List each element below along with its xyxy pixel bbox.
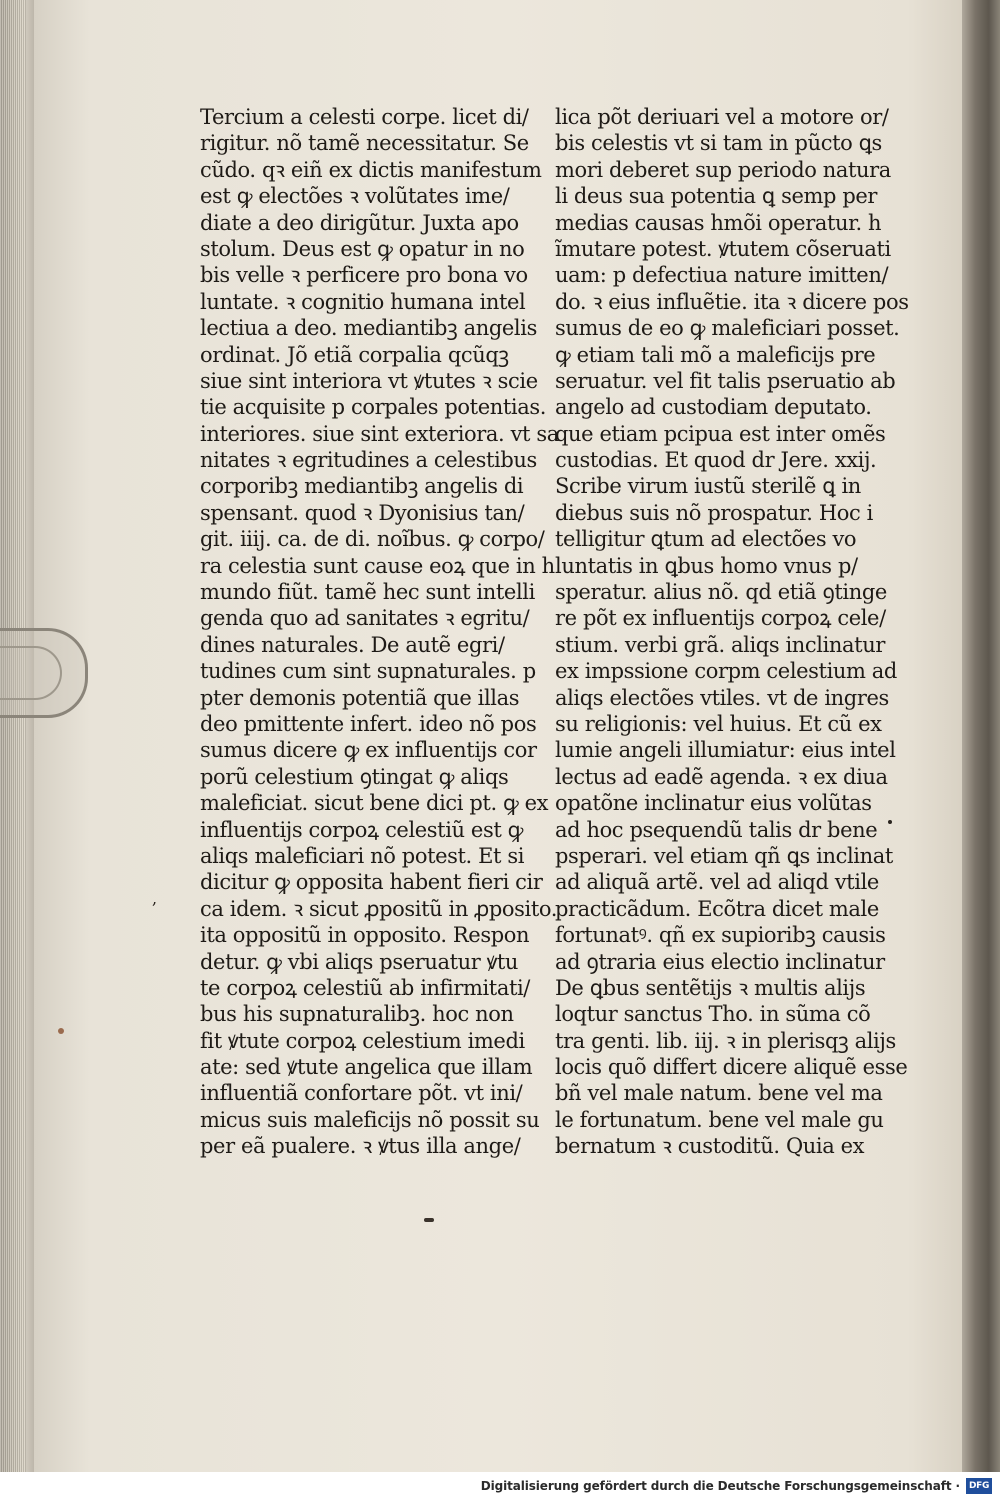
text-line: nitates ꝛ egritudines a celestibus <box>200 448 537 473</box>
text-line: dicitur ꝙ opposita habent fieri cir <box>200 870 543 895</box>
text-line: tie acquisite p corpales potentias. <box>200 395 546 420</box>
text-line: spensant. quod ꝛ Dyonisius tan/ <box>200 500 525 525</box>
text-line: detur. ꝙ vbi aliqs pseruatur ꝟtu <box>200 949 519 974</box>
text-line: Tercium a celesti corpe. licet di/ <box>200 105 529 129</box>
text-line: pter demonis potentiã que illas <box>200 685 520 710</box>
text-line: ĩmutare potest. ꝟtutem cõseruati <box>555 236 891 261</box>
footer-credit: Digitalisierung gefördert durch die Deutsche Forschungsgemeinschaft · <box>480 1479 960 1493</box>
text-line: tra genti. lib. iij. ꝛ in plerisqꝫ alijs <box>555 1028 896 1053</box>
text-line: interiores. siue sint exteriora. vt sa <box>200 421 559 446</box>
text-line: su religionis: vel huius. Et cũ ex <box>555 711 882 736</box>
text-line: rigitur. nõ tamẽ necessitatur. Se <box>200 131 529 156</box>
text-line: telligitur ꝗtum ad electões vo <box>555 527 857 552</box>
text-line: li deus sua potentia ꝗ semp per <box>555 184 878 209</box>
text-line: sumus de eo ꝙ maleficiari posset. <box>555 316 900 341</box>
text-line: siue sint interiora vt ꝟtutes ꝛ scie <box>200 368 538 393</box>
ink-mark <box>424 1218 434 1222</box>
text-line: mori deberet sup periodo natura <box>555 157 891 182</box>
text-line: opatõne inclinatur eius volũtas <box>555 791 872 816</box>
text-line: loqtur sanctus Tho. in sũma cõ <box>555 1002 871 1027</box>
dfg-logo: DFG <box>966 1478 992 1494</box>
text-line: bis velle ꝛ perficere pro bona vo <box>200 263 528 288</box>
text-line: le fortunatum. bene vel male gu <box>555 1107 884 1132</box>
text-line: mundo fiũt. tamẽ hec sunt intelli <box>200 580 535 605</box>
stain-spot <box>58 1028 64 1034</box>
text-line: lectiua a deo. mediantibꝫ angelis <box>200 316 537 341</box>
text-line: custodias. Et quod dr Jere. xxij. <box>555 448 877 473</box>
text-line: git. iiij. ca. de di. noĩbus. ꝙ corpo/ <box>200 527 545 552</box>
text-line: ra celestia sunt cause eoꝝ que in h <box>200 553 555 578</box>
text-line: practicãdum. Ecõtra dicet male <box>555 896 879 921</box>
book-right-edge <box>962 0 1000 1472</box>
text-line: luntate. ꝛ cognitio humana intel <box>200 289 526 314</box>
text-line: bis celestis vt si tam in pũcto ꝗs <box>555 131 882 156</box>
text-line: genda quo ad sanitates ꝛ egritu/ <box>200 606 530 631</box>
text-line: sumus dicere ꝙ ex influentijs cor <box>200 738 537 763</box>
text-line: speratur. alius nõ. qd etiã ꝯtinge <box>555 580 887 605</box>
text-line: ad aliquã artẽ. vel ad aliqd vtile <box>555 870 879 895</box>
footer-bar <box>0 1472 1000 1500</box>
text-line: fortunatꝰ. qñ ex supioribꝫ causis <box>555 923 886 948</box>
text-line: influentijs corpoꝝ celestiũ est ꝙ <box>200 817 524 842</box>
text-line: cũdo. qꝛ eiñ ex dictis manifestum <box>200 157 542 182</box>
text-line: maleficiat. sicut bene dici pt. ꝙ ex <box>200 791 549 816</box>
page-stack <box>0 0 26 1472</box>
text-line: tudines cum sint supnaturales. p <box>200 659 536 684</box>
text-line: ate: sed ꝟtute angelica que illam <box>200 1055 533 1080</box>
text-line: Scribe virum iustũ sterilẽ ꝗ in <box>555 474 861 499</box>
text-line: aliqs maleficiari nõ potest. Et si <box>200 843 525 868</box>
text-line: per eã pualere. ꝛ ꝟtus illa ange/ <box>200 1134 521 1159</box>
text-line: ꝙ etiam tali mõ a maleficijs pre <box>555 342 876 367</box>
text-line: psperari. vel etiam qñ ꝗs inclinat <box>555 843 893 868</box>
text-line: bñ vel male natum. bene vel ma <box>555 1081 883 1106</box>
text-line: fit ꝟtute corpoꝝ celestium imedi <box>200 1028 525 1053</box>
text-line: ordinat. Jõ etiã corpalia qcũqꝫ <box>200 342 509 367</box>
text-line: lica põt deriuari vel a motore or/ <box>555 105 889 129</box>
text-line: locis quõ differt dicere aliquẽ esse <box>555 1055 908 1080</box>
text-line: te corpoꝝ celestiũ ab infirmitati/ <box>200 975 530 1000</box>
text-line: deo pmittente infert. ideo nõ pos <box>200 711 537 736</box>
margin-mark: , <box>152 889 158 908</box>
text-line: aliqs electões vtiles. vt de ingres <box>555 685 889 710</box>
book-clasp-inner <box>0 646 62 700</box>
text-line: luntatis in ꝗbus homo vnus p/ <box>555 553 858 578</box>
text-line: ad ꝯtraria eius electio inclinatur <box>555 949 885 974</box>
text-line: uam: p defectiua nature imitten/ <box>555 263 889 288</box>
text-line: De ꝗbus sentẽtijs ꝛ multis alijs <box>555 975 866 1000</box>
text-line: diebus suis nõ prospatur. Hoc i <box>555 500 873 525</box>
text-line: lectus ad eadẽ agenda. ꝛ ex diua <box>555 764 888 789</box>
text-line: ad hoc psequendũ talis dr bene <box>555 817 878 842</box>
text-line: angelo ad custodiam deputato. <box>555 395 872 420</box>
text-column-right <box>555 104 909 1160</box>
text-line: bernatum ꝛ custoditũ. Quia ex <box>555 1134 865 1159</box>
text-line: est ꝙ electões ꝛ volũtates ime/ <box>200 184 510 209</box>
text-column-left <box>200 104 559 1160</box>
text-line: porũ celestium ꝯtingat ꝙ aliqs <box>200 764 509 789</box>
text-line: micus suis maleficijs nõ possit su <box>200 1107 540 1132</box>
text-line: bus his supnaturalibꝫ. hoc non <box>200 1002 514 1027</box>
text-line: ca idem. ꝛ sicut ꝓpositũ in ꝓposito. <box>200 896 558 921</box>
text-line: medias causas hmõi operatur. h <box>555 210 882 235</box>
text-line: ex impssione corpm celestium ad <box>555 659 897 684</box>
text-line: stium. verbi grã. aliqs inclinatur <box>555 632 885 657</box>
text-line: lumie angeli illumiatur: eius intel <box>555 738 896 763</box>
margin-dot <box>888 820 892 824</box>
text-line: seruatur. vel fit talis pseruatio ab <box>555 368 896 393</box>
text-line: que etiam pcipua est inter omẽs <box>555 421 886 446</box>
text-line: re põt ex influentijs corpoꝝ cele/ <box>555 606 886 631</box>
text-line: diate a deo dirigũtur. Juxta apo <box>200 210 519 235</box>
text-line: stolum. Deus est ꝙ opatur in no <box>200 236 525 261</box>
text-line: corporibꝫ mediantibꝫ angelis di <box>200 474 524 499</box>
text-line: ita oppositũ in opposito. Respon <box>200 923 530 948</box>
text-line: do. ꝛ eius influẽtie. ita ꝛ dicere pos <box>555 289 909 314</box>
text-line: dines naturales. De autẽ egri/ <box>200 632 505 657</box>
text-line: influentiã confortare põt. vt ini/ <box>200 1081 523 1106</box>
